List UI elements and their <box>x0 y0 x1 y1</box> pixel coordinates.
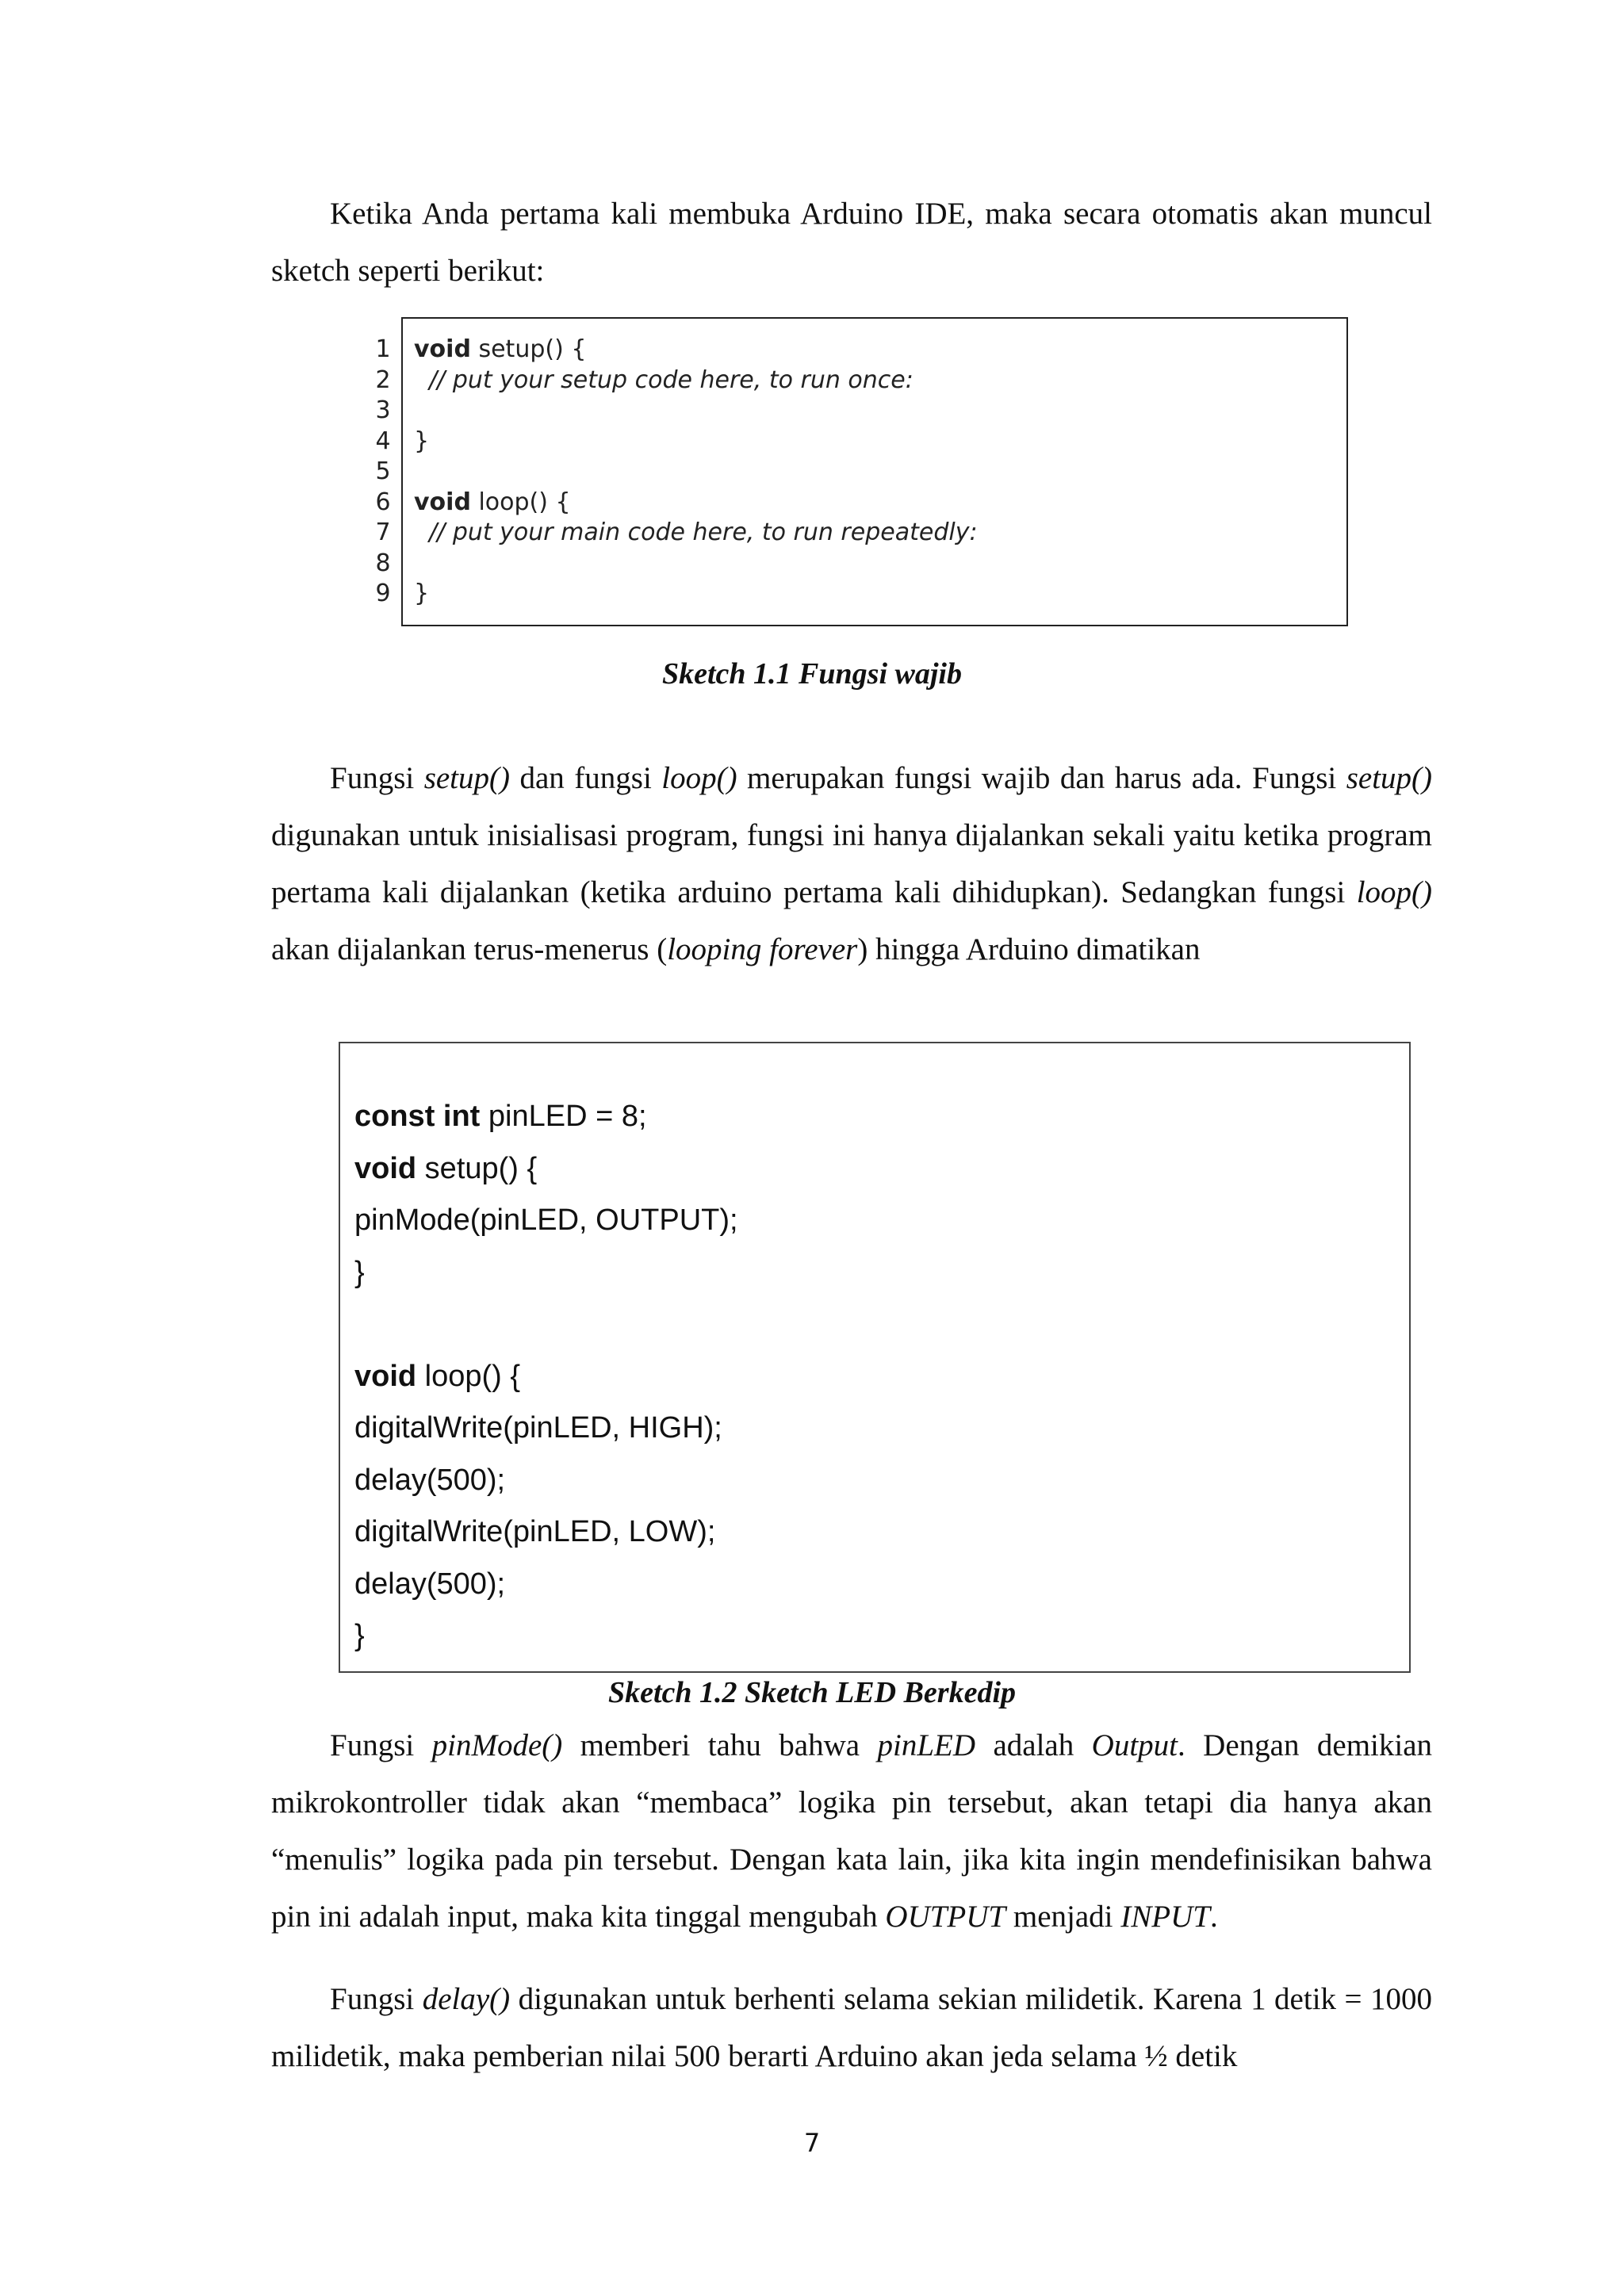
sketch-1-code-lines <box>414 335 978 610</box>
code-line: void setup() { <box>414 335 587 363</box>
page-number: 7 <box>803 2128 821 2158</box>
setup-loop-paragraph: Fungsi setup() dan fungsi loop() merupakan fungsi wajib dan harus ada. Fungsi setup() digunakan untuk inisialisasi program, fungsi ini hanya dijalankan sekali yaitu ketika program pertama kali dijalankan (ketika arduino pertama kali dihidupkan). Sedangkan fungsi loop() akan dijalankan terus-menerus (looping forever) hingga Arduino dimatikan <box>271 761 1433 966</box>
line-number: 9 <box>375 580 391 607</box>
code-line: pinMode(pinLED, OUTPUT); <box>354 1203 738 1237</box>
code-line <box>414 457 978 488</box>
delay-paragraph: Fungsi delay() digunakan untuk berhenti selama sekian milidetik. Karena 1 detik = 1000 milidetik, maka pemberian nilai 500 berarti Arduino akan jeda selama ½ detik <box>271 1982 1432 2073</box>
line-number: 6 <box>375 488 391 516</box>
line-number: 5 <box>375 457 391 485</box>
code-line: delay(500); <box>354 1567 506 1601</box>
code-line: digitalWrite(pinLED, HIGH); <box>354 1411 722 1445</box>
line-number: 1 <box>375 335 391 363</box>
line-number: 7 <box>375 519 391 546</box>
code-line: void setup() { <box>354 1151 538 1185</box>
line-number: 3 <box>375 396 391 424</box>
sketch-1-caption: Sketch 1.1 Fungsi wajib <box>662 657 962 691</box>
line-number: 8 <box>375 549 391 577</box>
line-number: 2 <box>375 365 391 394</box>
code-line: const int pinLED = 8; <box>354 1100 647 1133</box>
sketch-2-code-lines <box>354 1091 738 1663</box>
code-line: void loop() { <box>354 1359 521 1393</box>
code-line <box>414 396 978 427</box>
code-line: digitalWrite(pinLED, LOW); <box>354 1515 716 1548</box>
code-line <box>414 549 978 580</box>
code-line: void loop() { <box>414 488 571 516</box>
code-line: } <box>354 1255 365 1289</box>
code-line: } <box>414 427 430 455</box>
code-line: delay(500); <box>354 1463 506 1497</box>
sketch-1-line-numbers <box>365 335 401 610</box>
sketch-2-code-box <box>339 1042 1411 1673</box>
intro-text: Ketika Anda pertama kali membuka Arduino IDE, maka secara otomatis akan muncul sketch seperti berikut: <box>271 197 1432 288</box>
code-line: } <box>414 580 430 607</box>
code-line: } <box>354 1619 365 1652</box>
pinmode-paragraph: Fungsi pinMode() memberi tahu bahwa pinLED adalah Output. Dengan demikian mikrokontroller tidak akan “membaca” logika pin tersebut, akan tetapi dia hanya akan “menulis” logika pada pin tersebut. Dengan kata lain, jika kita ingin mendefinisikan bahwa pin ini adalah input, maka kita tinggal mengubah OUTPUT menjadi INPUT. <box>271 1728 1433 1934</box>
sketch-1-code-image <box>365 317 1348 626</box>
code-line: // put your setup code here, to run once: <box>414 365 914 394</box>
sketch-2-caption: Sketch 1.2 Sketch LED Berkedip <box>607 1676 1017 1709</box>
intro-paragraph <box>271 186 1432 300</box>
code-line: // put your main code here, to run repeatedly: <box>414 519 978 546</box>
code-line <box>354 1299 738 1351</box>
line-number: 4 <box>375 427 391 455</box>
